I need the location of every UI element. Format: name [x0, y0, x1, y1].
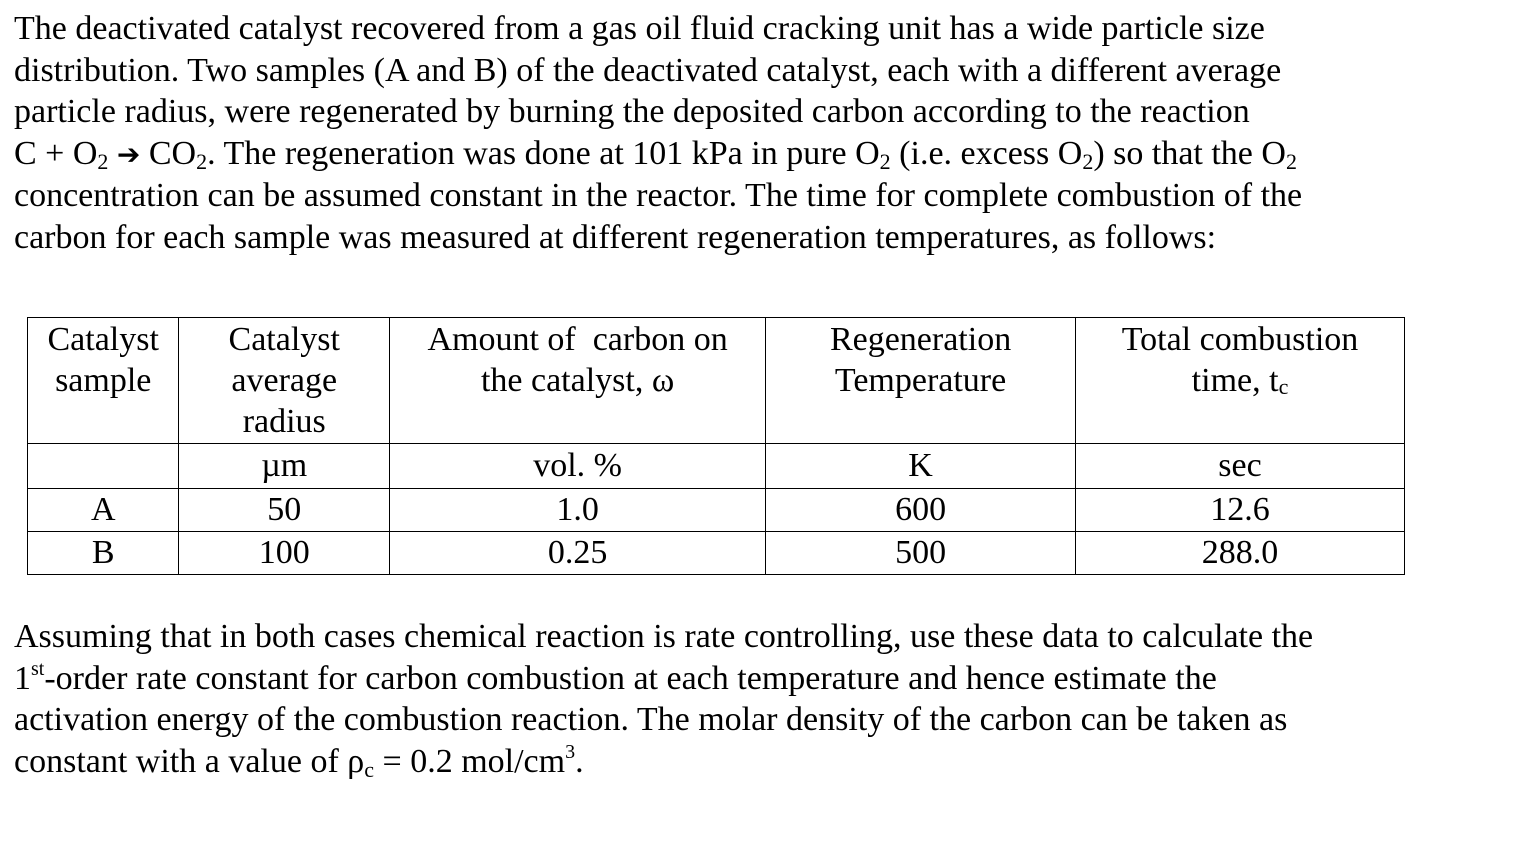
cell-time: 288.0	[1076, 532, 1405, 575]
reaction-arrow-icon: ➔	[116, 137, 141, 171]
intro-line-3: particle radius, were regenerated by burning the deposited carbon according to the reaction	[14, 93, 1250, 130]
reaction-reactant: C + O	[14, 134, 98, 172]
header-temperature-line-1: Regeneration	[829, 321, 1012, 358]
unit-radius: µm	[179, 444, 390, 489]
table-units-row	[28, 444, 1405, 489]
intro-line-1: The deactivated catalyst recovered from a gas oil fluid cracking unit has a wide particle size	[14, 10, 1265, 47]
cell-carbon: 1.0	[390, 489, 766, 532]
header-radius-line-3: radius	[242, 403, 326, 440]
intro-paragraph	[14, 8, 1494, 258]
question-line-4-text-a: constant with a value of ρ	[14, 742, 365, 780]
cell-temperature: 500	[766, 532, 1076, 575]
o2-subscript-a: 2	[879, 148, 891, 174]
intro-line-4-text-c: ) so that the O	[1093, 134, 1286, 172]
o2-subscript-b: 2	[1082, 148, 1094, 174]
header-carbon-amount	[390, 318, 766, 444]
header-time-line-1: Total combustion	[1121, 321, 1359, 358]
header-average-radius	[179, 318, 390, 444]
intro-line-6: carbon for each sample was measured at different regeneration temperatures, as follows:	[14, 218, 1217, 256]
header-catalyst-sample	[28, 318, 179, 444]
intro-line-2: distribution. Two samples (A and B) of the deactivated catalyst, each with a different average	[14, 51, 1282, 89]
order-superscript: st	[31, 657, 45, 680]
header-carbon-line-2: the catalyst, ω	[480, 362, 675, 399]
cell-radius: 100	[179, 532, 390, 575]
order-number: 1	[14, 659, 31, 697]
question-line-4-text-c: .	[575, 742, 584, 780]
table-row	[28, 532, 1405, 575]
catalyst-data-table	[27, 317, 1405, 575]
density-subscript: c	[364, 756, 375, 782]
cell-temperature: 600	[766, 489, 1076, 532]
intro-line-4-text-a: . The regeneration was done at 101 kPa in pure O	[207, 134, 880, 172]
question-line-2	[14, 658, 1494, 700]
intro-line-5: concentration can be assumed constant in the reactor. The time for complete combustion of the	[14, 177, 1303, 214]
reactant-subscript: 2	[97, 148, 109, 174]
header-radius-line-1: Catalyst	[228, 321, 340, 358]
header-time-line-2: time, t	[1191, 362, 1279, 399]
question-line-4-text-b: = 0.2 mol/cm	[374, 742, 566, 780]
cell-time: 12.6	[1076, 489, 1405, 532]
header-temperature-line-2: Temperature	[834, 362, 1007, 399]
cell-carbon: 0.25	[390, 532, 766, 575]
unit-temperature: K	[766, 444, 1076, 489]
unit-time: sec	[1076, 444, 1405, 489]
question-line-4	[14, 741, 1494, 783]
header-regeneration-temperature	[766, 318, 1076, 444]
reaction-product: CO	[140, 134, 197, 172]
cell-sample: B	[28, 532, 179, 575]
cubic-superscript: 3	[565, 740, 576, 763]
cell-sample: A	[28, 489, 179, 532]
o2-subscript-c: 2	[1285, 148, 1297, 174]
header-combustion-time	[1076, 318, 1405, 444]
intro-line-4-reaction	[14, 133, 1494, 176]
header-sample-line-1: Catalyst	[47, 321, 159, 358]
intro-line-4-text-b: (i.e. excess O	[890, 134, 1083, 172]
question-paragraph	[14, 616, 1494, 782]
question-line-2-text: -order rate constant for carbon combustion at each temperature and hence estimate the	[44, 659, 1217, 697]
header-sample-line-2: sample	[55, 362, 152, 399]
unit-sample	[28, 444, 179, 489]
header-radius-line-2: average	[231, 362, 338, 399]
cell-radius: 50	[179, 489, 390, 532]
table-header-row	[28, 318, 1405, 444]
table-row	[28, 489, 1405, 532]
question-line-3: activation energy of the combustion reaction. The molar density of the carbon can be taken as	[14, 701, 1288, 738]
header-carbon-line-1: Amount of carbon on	[427, 321, 728, 358]
product-subscript: 2	[196, 148, 208, 174]
question-line-1: Assuming that in both cases chemical reaction is rate controlling, use these data to calculate the	[14, 618, 1314, 655]
unit-carbon: vol. %	[390, 444, 766, 489]
header-time-subscript: c	[1278, 374, 1289, 399]
